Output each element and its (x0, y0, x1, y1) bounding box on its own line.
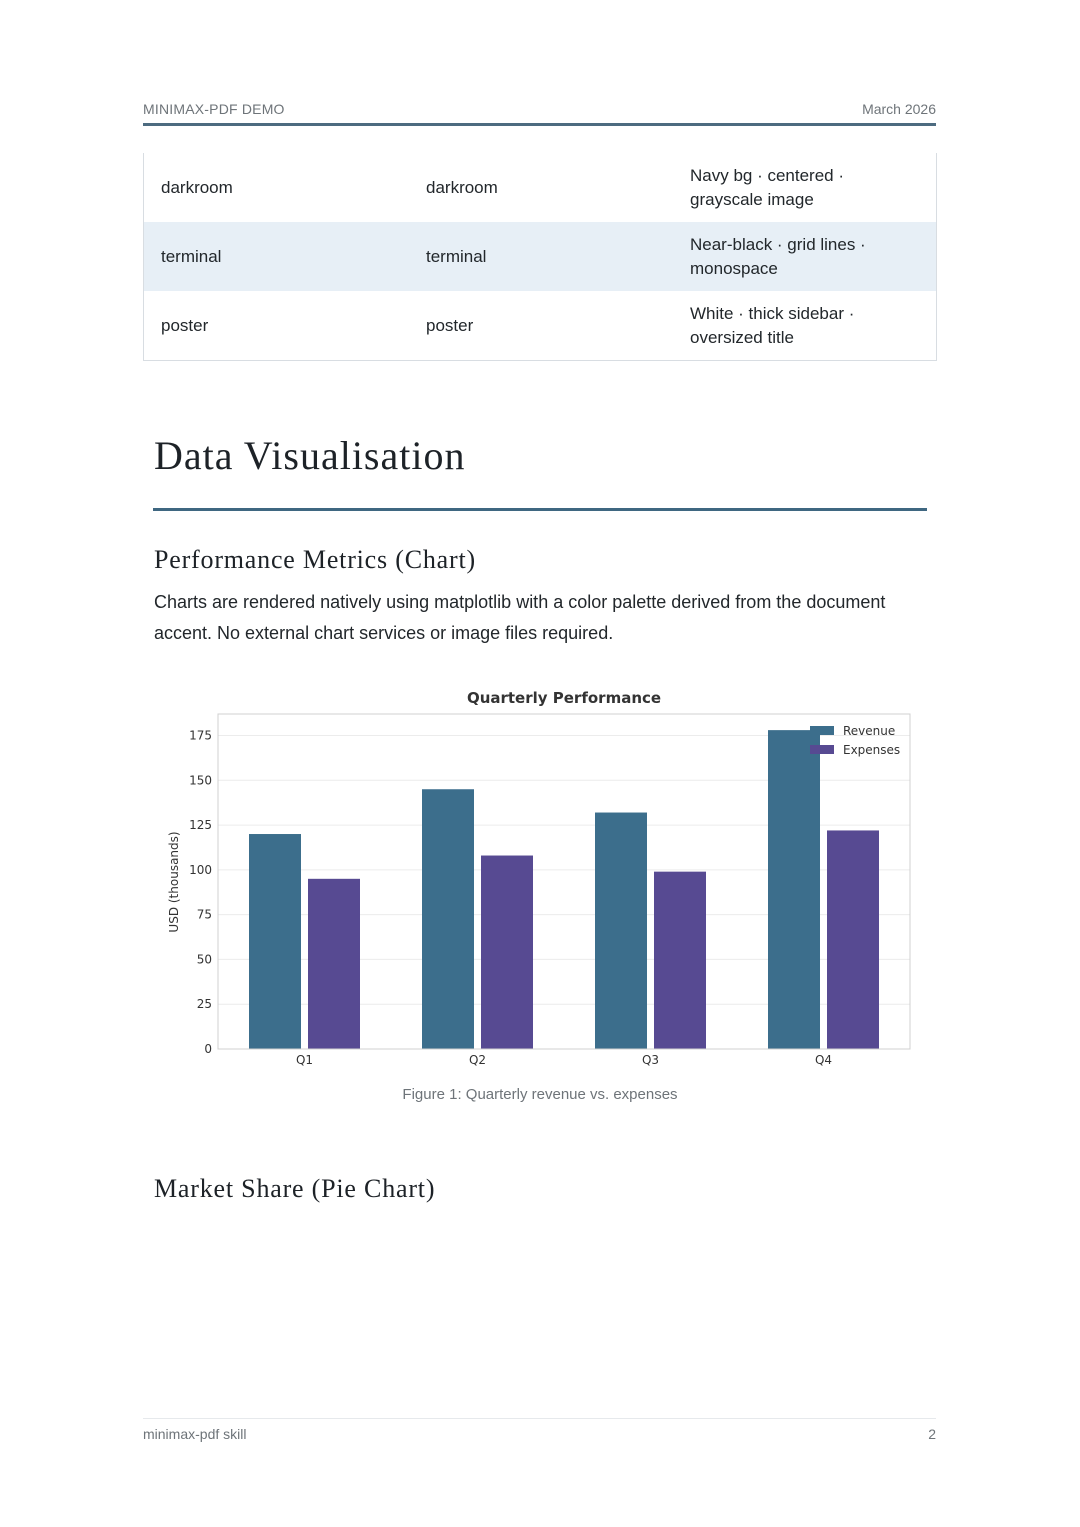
figure-caption: Figure 1: Quarterly revenue vs. expenses (402, 1086, 678, 1103)
theme-table (143, 153, 937, 361)
bar-expenses-q1 (308, 879, 360, 1049)
table-cell: poster (426, 316, 474, 335)
market-share-heading: Market Share (Pie Chart) (154, 1174, 436, 1203)
table-cell: darkroom (161, 178, 233, 197)
bar-revenue-q1 (249, 834, 301, 1049)
y-tick-label: 25 (196, 997, 212, 1012)
legend-swatch (810, 726, 834, 735)
chart-title: Quarterly Performance (466, 689, 662, 707)
table-cell: Navy bg · centered · grayscale image (690, 166, 845, 209)
y-tick-label: 75 (196, 907, 212, 922)
x-tick-label: Q2 (468, 1053, 487, 1067)
section-title: Data Visualisation (154, 433, 466, 478)
bar-expenses-q4 (827, 830, 879, 1049)
table-row (144, 153, 936, 222)
header-doc-title: MINIMAX-PDF DEMO (143, 101, 285, 117)
bar-revenue-q3 (595, 813, 647, 1049)
table-cell: darkroom (426, 178, 498, 197)
page-footer (143, 1418, 936, 1442)
y-tick-label: 0 (204, 1042, 212, 1056)
bar-expenses-q3 (654, 872, 706, 1049)
quarterly-bar-chart (160, 680, 920, 1080)
y-tick-label: 150 (189, 773, 212, 788)
table-row (144, 222, 936, 291)
page-number: 2 (928, 1426, 936, 1442)
table-cell: poster (161, 316, 209, 335)
table-cell: terminal (161, 247, 222, 266)
page-header (143, 101, 936, 126)
section-divider (153, 508, 927, 511)
bar-expenses-q2 (481, 856, 533, 1049)
x-tick-label: Q1 (295, 1053, 314, 1067)
y-tick-label: 50 (196, 952, 212, 967)
performance-heading: Performance Metrics (Chart) (154, 545, 476, 574)
y-tick-label: 175 (189, 728, 212, 743)
bar-revenue-q2 (422, 789, 474, 1049)
header-date: March 2026 (862, 101, 936, 117)
bar-revenue-q4 (768, 730, 820, 1049)
x-tick-label: Q4 (814, 1053, 833, 1067)
y-tick-label: 100 (189, 862, 212, 877)
chart-y-axis-label: USD (thousands) (167, 831, 181, 933)
legend-label: Revenue (843, 724, 896, 738)
footer-label: minimax-pdf skill (143, 1426, 247, 1442)
legend-swatch (810, 745, 834, 754)
legend-label: Expenses (843, 743, 901, 757)
table-cell: terminal (426, 247, 487, 266)
x-tick-label: Q3 (641, 1053, 660, 1067)
table-cell: Near-black · grid lines · monospace (690, 235, 866, 278)
y-tick-label: 125 (189, 818, 212, 833)
chart-legend (810, 724, 900, 757)
table-cell: White · thick sidebar · oversized title (690, 304, 855, 347)
table-row (144, 291, 936, 360)
performance-paragraph: Charts are rendered natively using matplotlib with a color palette derived from the document accent. No external chart services or image files required. (154, 592, 886, 643)
